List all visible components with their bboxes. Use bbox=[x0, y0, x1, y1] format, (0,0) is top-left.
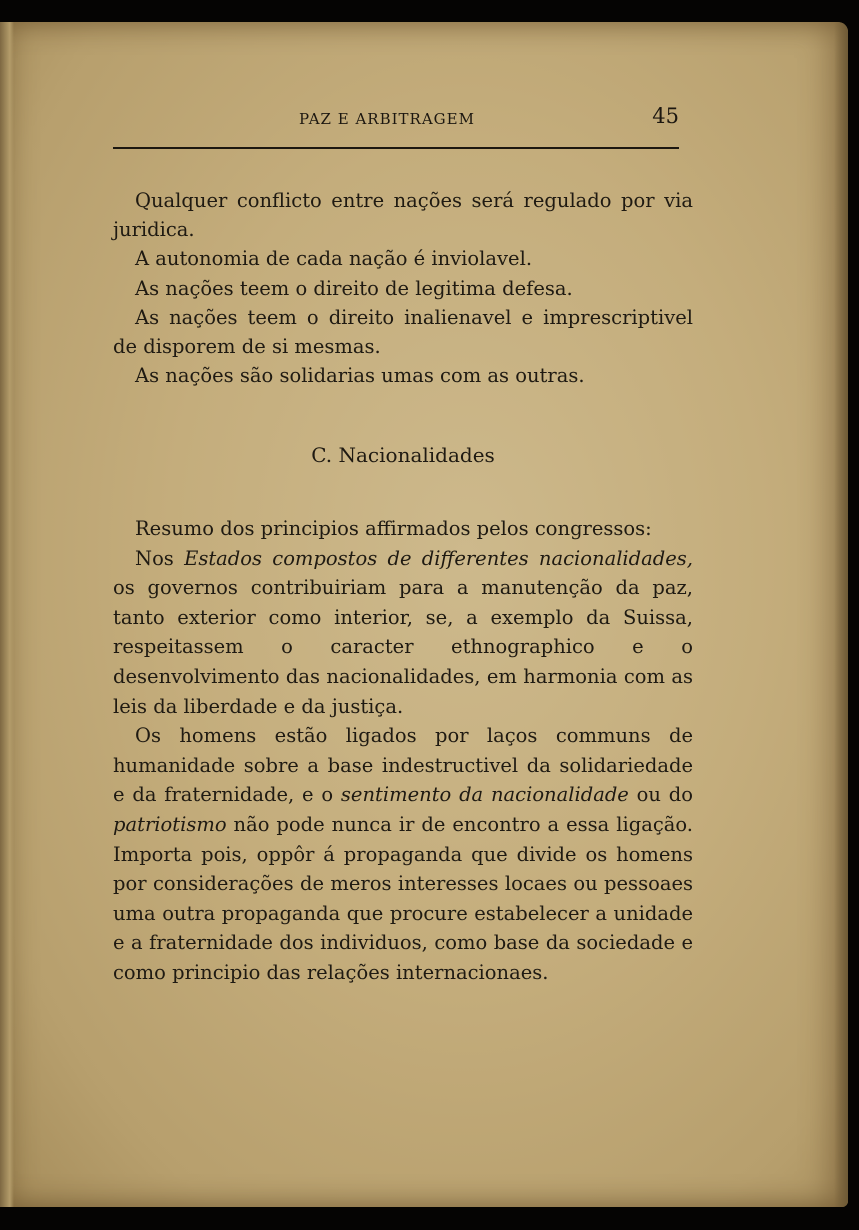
book-page bbox=[0, 22, 848, 1207]
paragraph-nationalities bbox=[113, 544, 693, 722]
running-title: PAZ E ARBITRAGEM bbox=[299, 110, 475, 128]
text-run: os governos contribuiriam para a manutenção da paz, tanto exterior como interior, se, a exemplo da Suissa, respeitassem o caracter ethnographico e o desenvolvimento das nacionalidades, em harmonia com as leis da liberdade e da justiça. bbox=[113, 576, 693, 718]
principle-item: As nações são solidarias umas com as outras. bbox=[135, 364, 585, 388]
page-outer-edge bbox=[834, 22, 848, 1207]
text-run: Nos bbox=[135, 546, 185, 570]
italic-phrase: sentimento da nacionalidade bbox=[340, 783, 629, 807]
page-number: 45 bbox=[652, 104, 679, 128]
header-rule bbox=[113, 147, 679, 149]
principle-item: Qualquer conflicto entre nações será regulado por via juridica. bbox=[113, 189, 693, 242]
principle-item: A autonomia de cada nação é inviolavel. bbox=[135, 247, 533, 271]
section-body bbox=[113, 514, 693, 988]
paragraph-patriotism bbox=[113, 721, 693, 987]
text-run: não pode nunca ir de encontro a essa ligação. Importa pois, oppôr á propaganda que divide os homens por considerações de meros interesses locaes ou pessoaes uma outra propaganda que procure estabelecer a unidade e a fraternidade dos individuos, como base da sociedade e como principio das relações internacionaes. bbox=[113, 812, 693, 984]
page-binding-edge bbox=[0, 22, 14, 1207]
intro-paragraph: Resumo dos principios affirmados pelos congressos: bbox=[135, 517, 652, 540]
principle-item: As nações teem o direito de legitima defesa. bbox=[135, 276, 573, 300]
italic-phrase: patriotismo bbox=[113, 812, 227, 836]
principle-item: As nações teem o direito inalienavel e imprescriptivel de disporem de si mesmas. bbox=[113, 305, 693, 359]
text-run: ou do bbox=[628, 783, 693, 807]
principles-list bbox=[113, 186, 693, 390]
page-header bbox=[113, 104, 683, 134]
text-run: Os homens estão ligados por laços communs de humanidade sobre a base indestructivel da solidariedade e da fraternidade, e o bbox=[113, 724, 693, 807]
italic-phrase: Estados compostos de differentes nacionalidades, bbox=[184, 546, 693, 570]
section-heading: C. Nacionalidades bbox=[311, 443, 495, 467]
